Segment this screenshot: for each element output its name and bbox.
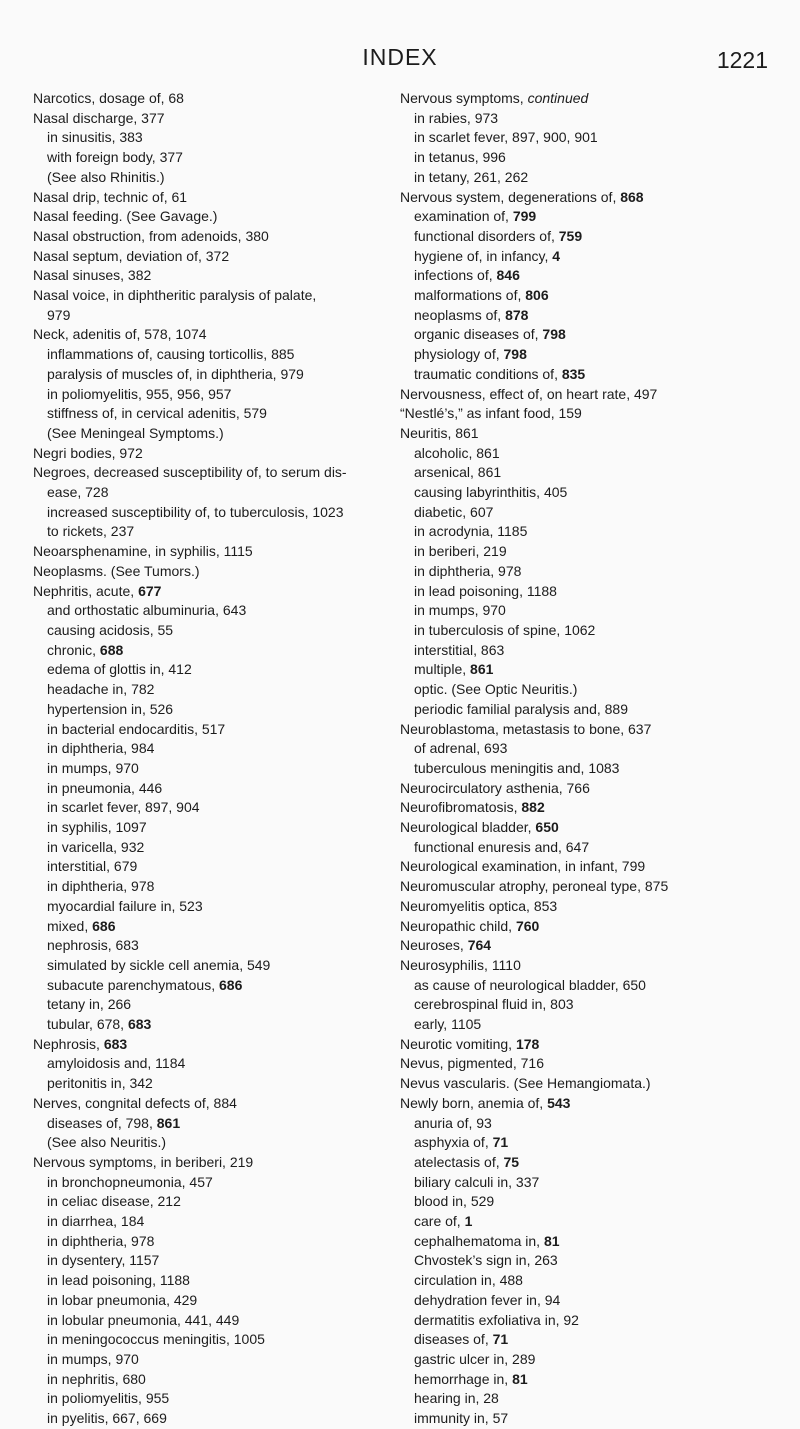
index-subentry: asphyxia of, 71 — [414, 1134, 509, 1151]
index-subentry: dehydration fever in, 94 — [414, 1291, 561, 1308]
index-subentry: in scarlet fever, 897, 900, 901 — [414, 129, 598, 146]
index-subentry: increased susceptibility of, to tuberculosis, 1023 — [47, 503, 344, 520]
index-entry: Neurosyphilis, 1110 — [400, 956, 521, 973]
index-subentry: in poliomyelitis, 955 — [47, 1390, 170, 1407]
index-subentry: in poliomyelitis, 955, 956, 957 — [47, 385, 232, 402]
index-subentry: subacute parenchymatous, 686 — [47, 976, 243, 993]
index-subentry: biliary calculi in, 337 — [414, 1173, 540, 1190]
index-entry: Neuropathic child, 760 — [400, 917, 540, 934]
bold-page-ref: 178 — [515, 1035, 540, 1052]
index-entry: Nervous symptoms, in beriberi, 219 — [33, 1153, 254, 1170]
bold-page-ref: 683 — [103, 1035, 128, 1052]
index-subentry: dermatitis exfoliativa in, 92 — [414, 1311, 579, 1328]
bold-page-ref: 1 — [464, 1213, 473, 1230]
index-subentry: blood in, 529 — [414, 1193, 495, 1210]
index-subentry: circulation in, 488 — [414, 1272, 523, 1289]
index-subentry: chronic, 688 — [47, 641, 124, 658]
index-subentry: traumatic conditions of, 835 — [414, 365, 586, 382]
bold-page-ref: 760 — [515, 917, 540, 934]
bold-page-ref: 861 — [156, 1114, 181, 1131]
index-entry: Nerves, congnital defects of, 884 — [33, 1094, 237, 1111]
bold-page-ref: 75 — [503, 1153, 520, 1170]
index-entry: Nevus, pigmented, 716 — [400, 1055, 544, 1072]
bold-page-ref: 81 — [543, 1232, 560, 1249]
bold-page-ref: 868 — [620, 188, 644, 205]
index-subentry: amyloidosis and, 1184 — [47, 1055, 186, 1072]
bold-page-ref: 835 — [561, 365, 586, 382]
index-subentry: in pneumonia, 446 — [47, 779, 163, 796]
bold-page-ref: 71 — [492, 1134, 509, 1151]
index-subentry: tubular, 678, 683 — [47, 1016, 152, 1033]
index-subentry: in bacterial endocarditis, 517 — [47, 720, 226, 737]
index-entry: Nervous symptoms, continued — [400, 90, 589, 106]
index-subentry: hemorrhage in, 81 — [414, 1370, 528, 1387]
index-subentry: in tuberculosis of spine, 1062 — [414, 621, 596, 638]
bold-page-ref: 764 — [467, 937, 492, 954]
index-entry: Nasal voice, in diphtheritic paralysis of palate, — [33, 287, 317, 304]
index-subentry: edema of glottis in, 412 — [47, 661, 192, 678]
index-subentry: in diphtheria, 978 — [47, 878, 155, 895]
index-subentry: with foreign body, 377 — [47, 149, 183, 166]
index-subentry: in lobar pneumonia, 429 — [47, 1291, 198, 1308]
index-subentry: diseases of, 71 — [414, 1331, 509, 1348]
index-subentry: nephrosis, 683 — [47, 937, 139, 954]
index-subentry: in dysentery, 1157 — [47, 1252, 160, 1269]
index-entry: Neuroses, 764 — [400, 937, 492, 954]
index-subentry: immunity in, 57 — [414, 1410, 509, 1427]
index-subentry: cephalhematoma in, 81 — [414, 1232, 560, 1249]
index-subentry: tuberculous meningitis and, 1083 — [414, 759, 620, 776]
index-subentry: stiffness of, in cervical adenitis, 579 — [47, 405, 267, 422]
index-subentry: gastric ulcer in, 289 — [414, 1351, 536, 1367]
index-entry: “Nestlé’s,” as infant food, 159 — [400, 405, 582, 422]
index-subentry: (See also Rhinitis.) — [47, 168, 165, 185]
index-subentry: neoplasms of, 878 — [414, 306, 529, 323]
index-subentry: anuria of, 93 — [414, 1114, 492, 1131]
index-entry: Negroes, decreased susceptibility of, to serum dis- — [33, 464, 347, 481]
bold-page-ref: 4 — [552, 247, 561, 264]
bold-page-ref: 686 — [219, 976, 243, 993]
index-subentry: (See also Neuritis.) — [47, 1134, 167, 1151]
index-subentry: optic. (See Optic Neuritis.) — [414, 681, 578, 698]
index-entry: Neuromyelitis optica, 853 — [400, 897, 558, 914]
page-header — [0, 44, 800, 84]
index-subentry: in meningococcus meningitis, 1005 — [47, 1331, 265, 1348]
bold-page-ref: 846 — [496, 267, 520, 284]
index-entry: Nervousness, effect of, on heart rate, 497 — [400, 385, 658, 402]
index-subentry: simulated by sickle cell anemia, 549 — [47, 956, 271, 973]
index-subentry: hygiene of, in infancy, 4 — [414, 247, 561, 264]
index-subentry: in lobular pneumonia, 441, 449 — [47, 1311, 240, 1328]
index-subentry: in pyelitis, 667, 669 — [47, 1410, 167, 1427]
index-subentry: hypertension in, 526 — [47, 700, 174, 717]
page-number: 1221 — [716, 47, 768, 73]
index-subentry: in diphtheria, 978 — [414, 562, 522, 579]
index-entry: Neurotic vomiting, 178 — [400, 1035, 540, 1052]
bold-page-ref: 882 — [521, 799, 545, 816]
index-entry: Neurofibromatosis, 882 — [400, 799, 545, 816]
index-subentry: alcoholic, 861 — [414, 444, 500, 461]
index-subentry: myocardial failure in, 523 — [47, 897, 203, 914]
index-subentry: in tetanus, 996 — [414, 149, 506, 166]
index-column-left — [33, 89, 393, 1429]
index-entry: Nephritis, acute, 677 — [33, 582, 162, 599]
index-subentry: organic diseases of, 798 — [414, 326, 566, 343]
continued-label: continued — [527, 90, 589, 106]
index-entry: Neoarsphenamine, in syphilis, 1115 — [33, 543, 253, 560]
index-subentry: examination of, 799 — [414, 208, 537, 225]
bold-page-ref: 861 — [470, 661, 494, 678]
index-subentry: atelectasis of, 75 — [414, 1153, 520, 1170]
index-subentry: tetany in, 266 — [47, 996, 132, 1013]
bold-page-ref: 798 — [542, 326, 566, 343]
index-subentry: in diarrhea, 184 — [47, 1213, 145, 1230]
index-subentry: (See Meningeal Symptoms.) — [47, 424, 224, 441]
index-entry: Neuromuscular atrophy, peroneal type, 875 — [400, 878, 669, 895]
index-subentry: peritonitis in, 342 — [47, 1075, 153, 1092]
index-subentry: in acrodynia, 1185 — [414, 523, 528, 540]
index-subentry: in scarlet fever, 897, 904 — [47, 799, 200, 816]
bold-page-ref: 543 — [547, 1094, 571, 1111]
bold-page-ref: 81 — [512, 1370, 528, 1387]
index-subentry: in bronchopneumonia, 457 — [47, 1173, 213, 1190]
index-subentry: Chvostek’s sign in, 263 — [414, 1252, 558, 1269]
index-subentry: diseases of, 798, 861 — [47, 1114, 181, 1131]
index-entry: Nevus vascularis. (See Hemangiomata.) — [400, 1075, 651, 1092]
index-subentry: paralysis of muscles of, in diphtheria, 979 — [47, 365, 304, 382]
index-subentry: in varicella, 932 — [47, 838, 145, 855]
index-entry: Nervous system, degenerations of, 868 — [400, 188, 644, 205]
index-subentry: physiology of, 798 — [414, 346, 527, 363]
index-subentry: interstitial, 679 — [47, 858, 138, 875]
index-column-right — [400, 89, 775, 1429]
bold-page-ref: 798 — [503, 346, 527, 363]
index-entry: Nasal discharge, 377 — [33, 109, 165, 126]
index-subentry: in mumps, 970 — [47, 759, 139, 776]
index-entry: Nephrosis, 683 — [33, 1035, 128, 1052]
bold-page-ref: 759 — [558, 227, 583, 244]
index-subentry: cerebrospinal fluid in, 803 — [414, 996, 574, 1013]
index-subentry: in beriberi, 219 — [414, 543, 507, 560]
index-entry: Negri bodies, 972 — [33, 444, 143, 461]
index-subentry: inflammations of, causing torticollis, 885 — [47, 346, 295, 363]
index-subentry: causing labyrinthitis, 405 — [414, 484, 568, 501]
index-entry: Neoplasms. (See Tumors.) — [33, 562, 200, 579]
bold-page-ref: 677 — [138, 582, 162, 599]
index-subentry: in lead poisoning, 1188 — [414, 582, 557, 599]
index-entry: Nasal drip, technic of, 61 — [33, 188, 188, 205]
index-entry: Neuritis, 861 — [400, 424, 479, 441]
index-subentry: periodic familial paralysis and, 889 — [414, 700, 628, 717]
index-subentry: and orthostatic albuminuria, 643 — [47, 602, 247, 619]
index-entry: Neurocirculatory asthenia, 766 — [400, 779, 590, 796]
index-subentry: in mumps, 970 — [47, 1351, 139, 1367]
page-title: INDEX — [362, 44, 438, 70]
index-subentry: functional enuresis and, 647 — [414, 838, 590, 855]
bold-page-ref: 71 — [492, 1331, 509, 1348]
index-subentry: functional disorders of, 759 — [414, 227, 583, 244]
index-subentry: in rabies, 973 — [414, 109, 499, 126]
index-subentry: hearing in, 28 — [414, 1390, 499, 1407]
index-subentry: multiple, 861 — [414, 661, 494, 678]
bold-page-ref: 688 — [99, 641, 124, 658]
index-entry: Nasal septum, deviation of, 372 — [33, 247, 230, 264]
index-subentry: in diphtheria, 984 — [47, 740, 155, 757]
index-entry: Neurological examination, in infant, 799 — [400, 858, 646, 875]
index-subentry: early, 1105 — [414, 1016, 482, 1033]
bold-page-ref: 806 — [525, 287, 549, 304]
index-subentry: headache in, 782 — [47, 681, 155, 698]
index-subentry: in mumps, 970 — [414, 602, 506, 619]
index-subentry: infections of, 846 — [414, 267, 520, 284]
index-subentry: in diphtheria, 978 — [47, 1232, 155, 1249]
index-entry: Neck, adenitis of, 578, 1074 — [33, 326, 207, 343]
index-subentry: diabetic, 607 — [414, 503, 494, 520]
bold-page-ref: 878 — [505, 306, 529, 323]
index-subentry: in syphilis, 1097 — [47, 819, 147, 836]
index-subentry: care of, 1 — [414, 1213, 473, 1230]
index-subentry: to rickets, 237 — [47, 523, 135, 540]
index-entry: Nasal obstruction, from adenoids, 380 — [33, 227, 269, 244]
index-subentry: in tetany, 261, 262 — [414, 168, 529, 185]
index-subentry: ease, 728 — [47, 484, 109, 501]
index-subentry: interstitial, 863 — [414, 641, 505, 658]
bold-page-ref: 799 — [512, 208, 537, 225]
index-subentry: in nephritis, 680 — [47, 1370, 146, 1387]
index-subentry: causing acidosis, 55 — [47, 621, 174, 638]
bold-page-ref: 683 — [127, 1016, 152, 1033]
index-subentry: in sinusitis, 383 — [47, 129, 143, 146]
index-subentry: arsenical, 861 — [414, 464, 502, 481]
index-entry: Nasal feeding. (See Gavage.) — [33, 208, 218, 225]
index-entry: Narcotics, dosage of, 68 — [33, 90, 184, 106]
index-subentry: as cause of neurological bladder, 650 — [414, 976, 646, 993]
bold-page-ref: 650 — [535, 819, 559, 836]
index-entry: Neuroblastoma, metastasis to bone, 637 — [400, 720, 652, 737]
index-subentry: malformations of, 806 — [414, 287, 549, 304]
index-entry: Neurological bladder, 650 — [400, 819, 559, 836]
index-entry: Nasal sinuses, 382 — [33, 267, 152, 284]
index-subentry: mixed, 686 — [47, 917, 116, 934]
bold-page-ref: 686 — [92, 917, 116, 934]
index-subentry: in celiac disease, 212 — [47, 1193, 181, 1210]
index-subentry: 979 — [47, 306, 71, 323]
index-subentry: of adrenal, 693 — [414, 740, 508, 757]
index-entry: Newly born, anemia of, 543 — [400, 1094, 571, 1111]
index-subentry: in lead poisoning, 1188 — [47, 1272, 190, 1289]
